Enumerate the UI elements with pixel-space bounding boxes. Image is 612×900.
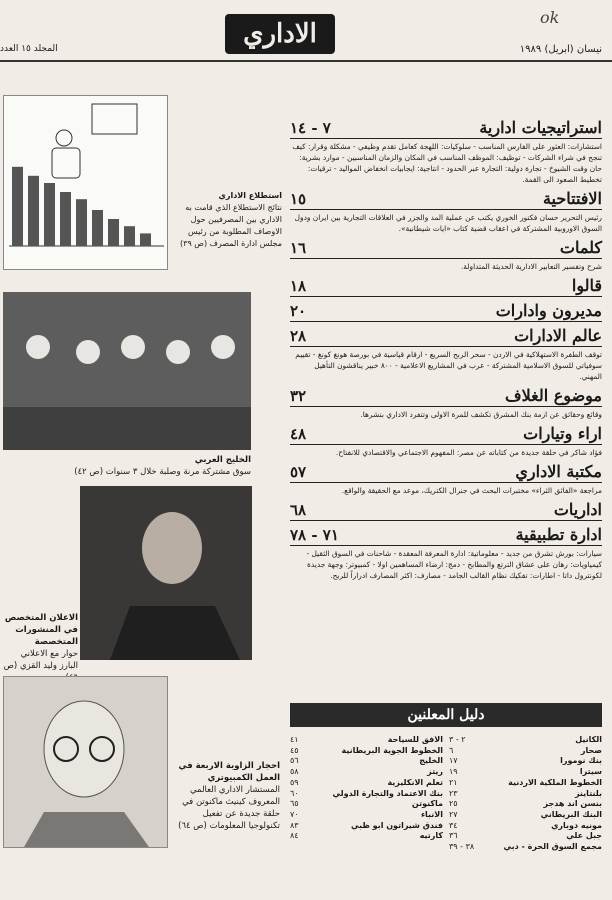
advertiser-page: ٣٤	[449, 820, 458, 830]
advertiser-row	[449, 746, 602, 757]
advertiser-name: الكانيل	[575, 735, 602, 744]
photo3-face	[44, 701, 124, 797]
advertiser-page: ٤٥	[290, 745, 299, 755]
photo1-person	[76, 340, 100, 364]
photo1-person	[121, 335, 145, 359]
toc-section-body: مراجعة «الفائق الثراء» مختبرات البحث في جنرال الكتريك، موعد مع الحقيقة والواقع.	[341, 486, 602, 495]
advertiser-name: تعلم الانكليزية	[387, 777, 443, 787]
advertiser-row	[290, 789, 443, 800]
advertiser-page: ٤١	[290, 735, 299, 744]
photo3-caption	[172, 760, 280, 832]
toc-section-header	[290, 276, 602, 297]
advertiser-page: ١٩	[449, 767, 458, 777]
toc-section-header	[290, 462, 602, 483]
advertiser-name: مونيه دوباري	[551, 820, 602, 830]
advertisers-left-column	[290, 735, 443, 853]
toc-section-page: ٦٨	[290, 501, 307, 519]
advertiser-name: ريتز	[427, 767, 443, 777]
advertiser-name: الخليج	[419, 756, 443, 766]
toc-section-body: توقف الطفرة الاستهلاكية في الاردن - سحر الربح السريع - ارقام قياسية في بورصة هونغ كونغ - تقييم سوفياتي للسوق الاسلامية المشتركة - عرب في المشاريع الاعلامية - ٨٠٠ خبير يناقشون التأهيل المهني.	[295, 350, 602, 381]
toc-section-page: ١٥	[290, 190, 307, 208]
advertiser-name: الخطوط الملكية الاردنية	[508, 777, 602, 787]
issue-volume: المجلد ١٥ العدد	[0, 44, 58, 54]
advertiser-page: ٦٥	[290, 799, 299, 809]
cartoon-window	[92, 104, 137, 134]
advertiser-page: ٢٥	[449, 799, 458, 809]
toc-section-title: كلمات	[559, 238, 602, 257]
toc-section-body: استشارات: العثور على الفارس المناسب - سلوكيات: اللهجة كعامل تقدم وظيفي - مشكلة وقرار: كيف تنجح في شراء الشركات - توظيف: الموظف المناسب في المكان والزمان المناسبين - موارد بشرية: حان وقت الشيوخ - تجارة دولية: التجارة عبر الحدود - انتاجية: ايجابيات انخفاض المواليد - ترقيات: تخطيط الصعود الى القمة.	[292, 142, 602, 184]
portrait-photo-art	[80, 486, 252, 660]
cartoon-bar	[28, 176, 39, 246]
advertiser-name: مجمع السوق الحرة - دبي	[503, 842, 602, 852]
photo3-caption-text: المستشار الاداري العالمي المعروف كينيث ماكنوتن في حلقة جديدة عن تفعيل تكنولوجيا المعلومات (ص ٦٤)	[178, 785, 280, 831]
toc-section	[290, 500, 602, 521]
cartoon-figure-body	[52, 148, 80, 178]
toc-section-title: قالوا	[571, 276, 602, 295]
toc-section-body: سيارات: بورش تشرق من جديد - معلوماتية: ادارة المعرفة المعقدة - شاحنات في السوق الثقيل - كيمياويات: رهان على عشاق الترتع والمطابخ - دمج: ارضاء المساهمين اولا - كمبيوتر: وجهة جديدة لكونترول داتا - اطارات: تفكيك نظام القالب الجامد - مصارف: اكثر المصارف ادراراً للربح.	[306, 549, 602, 580]
advertiser-name: بنك نومورا	[560, 756, 602, 766]
cartoon-chart	[3, 95, 168, 270]
toc-section-title: مكتبة الاداري	[515, 462, 602, 481]
photo1-table	[3, 407, 251, 450]
toc-section	[290, 238, 602, 272]
advertiser-row	[449, 789, 602, 800]
advertiser-row	[290, 756, 443, 767]
advertiser-row	[290, 778, 443, 789]
cartoon-figure-head	[56, 130, 72, 146]
toc-section-title: الافتتاحية	[542, 189, 602, 208]
advertisers-list	[290, 735, 602, 853]
advertiser-name: الافق للسياحة	[387, 735, 443, 744]
advertisers-right-column	[449, 735, 602, 853]
advertiser-page: ١٧	[449, 756, 458, 766]
cartoon-bar	[76, 199, 87, 246]
advertiser-row	[449, 756, 602, 767]
toc-section-body: شرح وتفسير التعابير الادارية الحديثة المتداولة.	[460, 262, 602, 271]
toc-section-page: ٧ - ١٤	[290, 119, 331, 137]
advertiser-name: صحار	[580, 745, 602, 755]
advertiser-row	[449, 735, 602, 746]
advertiser-name: سيترا	[579, 767, 602, 777]
advertiser-page: ٨٤	[290, 831, 299, 841]
toc-section-title: موضوع الغلاف	[505, 386, 602, 405]
advertiser-row	[449, 810, 602, 821]
cartoon-bar	[108, 219, 119, 246]
cartoon-caption-title: استطلاع الاداري	[218, 191, 282, 200]
advertiser-row	[290, 799, 443, 810]
advertiser-name: البنك البريطاني	[540, 809, 602, 819]
toc-section	[290, 462, 602, 496]
advertiser-page: ٥٩	[290, 777, 299, 787]
advertiser-row	[449, 767, 602, 778]
photo1-person	[211, 335, 235, 359]
advertiser-row	[290, 767, 443, 778]
toc-section-page: ٢٨	[290, 327, 307, 345]
advertiser-name: كارتيه	[419, 831, 443, 841]
toc-section-page: ١٨	[290, 277, 307, 295]
toc-section-body: وقائع وحقائق عن ازمة بنك المشرق تكشف للمرة الاولى وتتفرد الاداري بنشرها.	[360, 410, 602, 419]
mcnaughton-photo	[3, 676, 168, 848]
toc-section-page: ٥٧	[290, 463, 307, 481]
advertiser-page: ٨٣	[290, 820, 299, 830]
toc-section	[290, 118, 602, 185]
table-of-contents	[290, 118, 602, 585]
cartoon-bar	[12, 167, 23, 246]
mcnaughton-photo-art	[4, 677, 167, 847]
photo2-caption-text: حوار مع الاعلاني البارز وليد القزي (ص	[3, 649, 78, 671]
gulf-leaders-photo	[3, 292, 251, 450]
toc-section-title: اداريات	[553, 500, 602, 519]
toc-section-body: فؤاد شاكر في حلقة جديدة من كتاباته عن مصر: المفهوم الاجتماعي والاقتصادي للانفتاح.	[335, 448, 602, 457]
advertiser-row	[290, 810, 443, 821]
toc-section	[290, 189, 602, 234]
toc-section-header	[290, 238, 602, 259]
toc-section-title: اراء وتيارات	[523, 424, 602, 443]
photo1-person	[26, 335, 50, 359]
toc-section	[290, 386, 602, 420]
toc-section-body: رئيس التحرير حسان فكتور الخوري يكتب عن عملية المد والجزر في العلاقات التجارية بين ايران ودول السوق الاوروبية المشتركة في اعقاب قضية كتاب «ايات شيطانية».	[294, 213, 602, 233]
advertiser-page: ٢١	[449, 777, 458, 787]
photo1-person	[166, 340, 190, 364]
toc-section-title: عالم الادارات	[514, 326, 602, 345]
advertiser-page: ٣٦	[449, 831, 458, 841]
toc-section-title: ادارة تطبيقية	[515, 525, 602, 544]
photo2-caption-title: الاعلان المتخصص في المنشورات المتخصصة	[4, 613, 78, 647]
issue-date: نيسان (ابريل) ١٩٨٩	[519, 44, 602, 55]
header-rule	[0, 60, 612, 62]
toc-section	[290, 276, 602, 297]
photo1-caption-text: سوق مشتركة مرنة وصلبة خلال ٣ سنوات (ص ٤٢)	[74, 467, 251, 477]
cartoon-bar	[92, 210, 103, 246]
advertiser-row	[449, 842, 602, 853]
photo3-caption-title: احجار الزاوية الاربعة في العمل الكمبيوتري	[178, 761, 280, 783]
photo1-caption-title: الخليج العربي	[194, 455, 251, 465]
advertiser-row	[449, 778, 602, 789]
advertiser-row	[449, 821, 602, 832]
advertiser-page: ٣٨ - ٣٩	[449, 842, 475, 852]
toc-section-page: ١٦	[290, 239, 307, 257]
cartoon-bar	[124, 226, 135, 246]
cartoon-caption	[172, 190, 282, 250]
toc-section	[290, 301, 602, 322]
magazine-logo: الاداري	[225, 14, 335, 54]
toc-section-title: مديرون وادارات	[495, 301, 602, 320]
cartoon-caption-text: نتائج الاستطلاع الذي قامت به الاداري بين المصرفيين حول الاوصاف المطلوبة من رئيس مجلس ادارة المصرف (ص ٣٩)	[180, 203, 282, 248]
toc-section	[290, 424, 602, 458]
toc-section-header	[290, 326, 602, 347]
advertiser-name: بنسن اند هدجز	[543, 799, 602, 809]
toc-section-header	[290, 424, 602, 445]
toc-section	[290, 525, 602, 581]
gulf-leaders-photo-art	[3, 292, 251, 450]
advertiser-row	[290, 831, 443, 842]
handwritten-note: ok	[540, 8, 560, 27]
toc-section	[290, 326, 602, 382]
advertiser-page: ٥٨	[290, 767, 299, 777]
toc-section-header	[290, 118, 602, 139]
advertiser-name: الخطوط الجوية البريطانية	[341, 745, 443, 755]
advertiser-name: بنك الاعتماد والتجارة الدولي	[332, 788, 443, 798]
advertiser-name: الانباء	[420, 809, 443, 819]
toc-section-page: ٧١ - ٧٨	[290, 526, 339, 544]
portrait-photo	[80, 486, 252, 660]
advertiser-name: فندق شيراتون ابو ظبي	[351, 820, 443, 830]
advertiser-page: ٧٠	[290, 809, 299, 819]
advertiser-page: ٦	[449, 745, 454, 755]
cartoon-bar	[44, 183, 55, 246]
toc-section-header	[290, 500, 602, 521]
advertiser-name: بلنتاينز	[574, 788, 602, 798]
advertiser-row	[290, 821, 443, 832]
advertiser-page: ٢ - ٣	[449, 735, 466, 744]
advertiser-name: ماكنوتن	[411, 799, 443, 809]
toc-section-title: استراتيجيات ادارية	[479, 118, 602, 137]
toc-section-page: ٢٠	[290, 302, 307, 320]
advertiser-page: ٦٠	[290, 788, 299, 798]
advertiser-page: ٥٦	[290, 756, 299, 766]
cartoon-bar	[140, 233, 151, 246]
advertiser-row	[290, 735, 443, 746]
toc-section-page: ٤٨	[290, 425, 307, 443]
advertiser-page: ٢٣	[449, 788, 458, 798]
advertisers-title: دليل المعلنين	[290, 703, 602, 727]
toc-section-header	[290, 189, 602, 210]
advertiser-name: جبل علي	[566, 831, 602, 841]
advertiser-page: ٢٧	[449, 809, 458, 819]
toc-section-page: ٣٢	[290, 387, 307, 405]
advertiser-row	[290, 746, 443, 757]
toc-section-header	[290, 525, 602, 546]
photo2-face	[142, 512, 202, 584]
advertiser-row	[449, 831, 602, 842]
cartoon-bar	[60, 192, 71, 246]
photo1-caption	[3, 454, 251, 478]
toc-section-header	[290, 301, 602, 322]
toc-section-header	[290, 386, 602, 407]
cartoon-bars	[4, 96, 169, 271]
photo2-caption	[3, 612, 78, 684]
advertiser-row	[449, 799, 602, 810]
